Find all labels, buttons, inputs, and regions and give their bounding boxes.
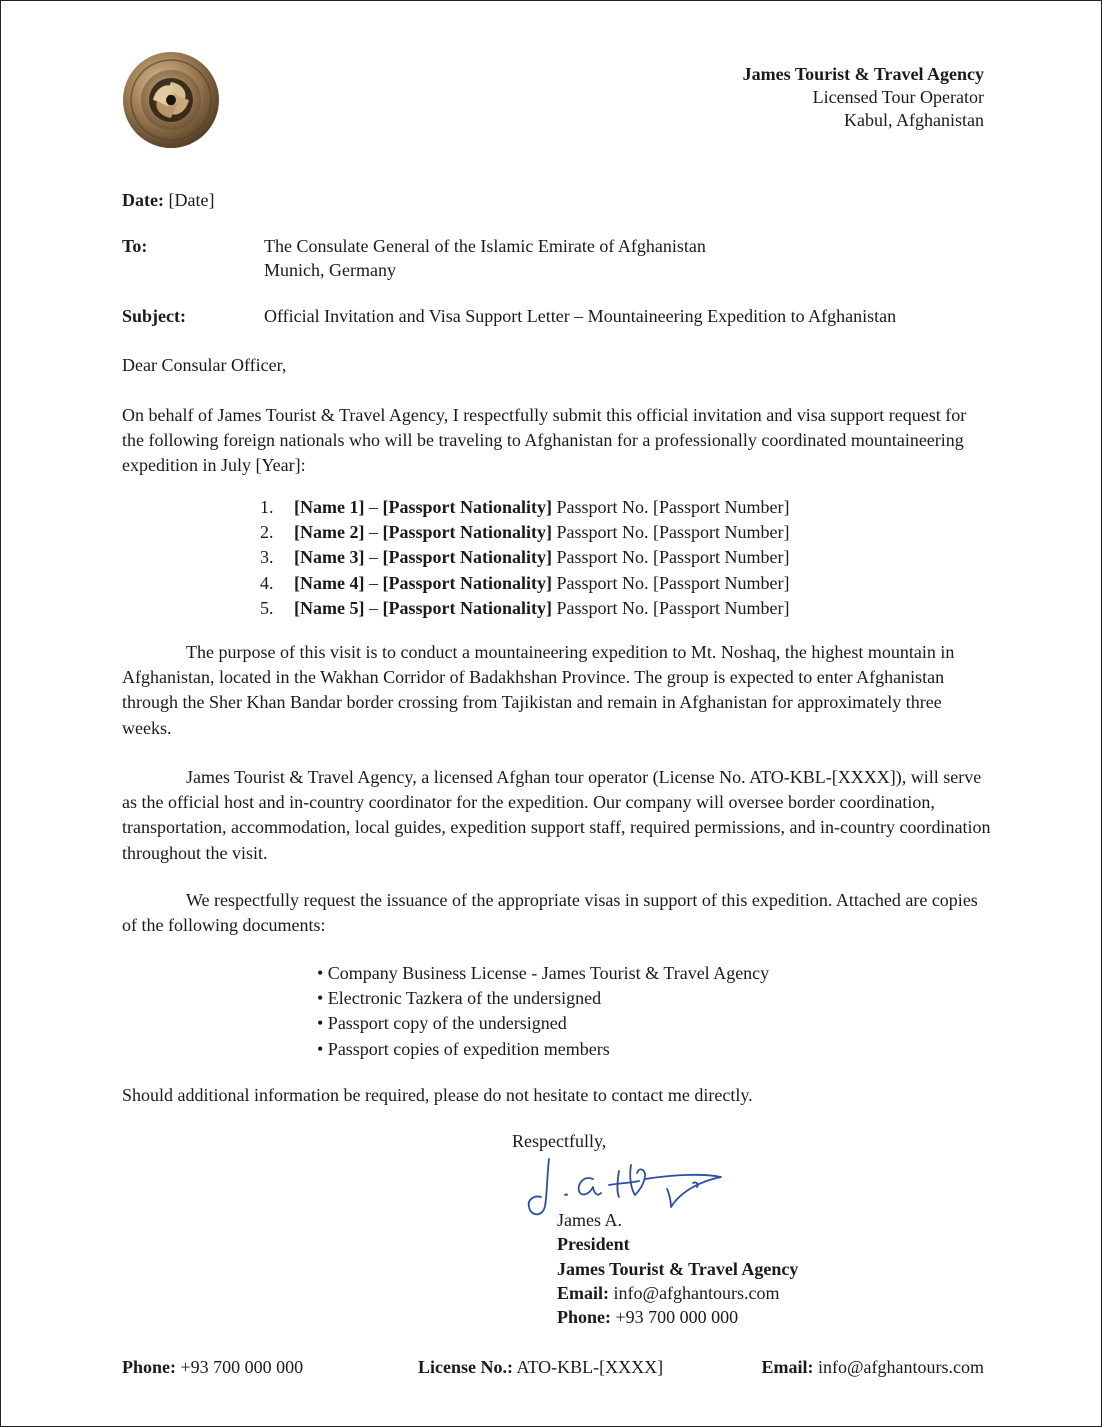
signer-company: James Tourist & Travel Agency <box>557 1258 799 1279</box>
letterhead-company: James Tourist & Travel Agency <box>742 64 984 84</box>
footer-phone: Phone: +93 700 000 000 <box>122 1357 304 1377</box>
recipient-line1: The Consulate General of the Islamic Emirate of Afghanistan <box>264 236 706 256</box>
recipient-line2: Munich, Germany <box>264 260 396 280</box>
signature-block <box>557 1208 798 1329</box>
signer-email: Email: info@afghantours.com <box>557 1282 780 1303</box>
expedition-members-list <box>256 495 789 621</box>
intro-paragraph: On behalf of James Tourist & Travel Agency, I respectfully submit this official invitation and visa support request for the following foreign nationals who will be traveling to Afghanistan for a professionally coordinated mountaineering expedition in July [Year]: <box>122 405 967 476</box>
salutation: Dear Consular Officer, <box>122 355 287 375</box>
signer-title: President <box>557 1234 630 1255</box>
member-item: 3. [Name 3] – [Passport Nationality] Passport No. [Passport Number] <box>260 547 790 568</box>
date-label: Date: <box>122 190 164 210</box>
attachment-item: • Electronic Tazkera of the undersigned <box>317 988 602 1009</box>
date-value: [Date] <box>168 190 215 210</box>
member-item: 4. [Name 4] – [Passport Nationality] Passport No. [Passport Number] <box>260 572 790 593</box>
closing-note: Should additional information be required, please do not hesitate to contact me directly. <box>122 1085 753 1105</box>
member-item: 1. [Name 1] – [Passport Nationality] Passport No. [Passport Number] <box>260 497 790 517</box>
footer-email-link[interactable]: info@afghantours.com <box>813 1357 984 1377</box>
letterhead-line2: Licensed Tour Operator <box>812 87 984 107</box>
request-paragraph: We respectfully request the issuance of the appropriate visas in support of this expedition. Attached are copies of the following documents: <box>122 890 978 936</box>
attachments-list <box>317 961 769 1062</box>
purpose-paragraph: The purpose of this visit is to conduct a mountaineering expedition to Mt. Noshaq, the highest mountain in Afghanistan, located in the Wakhan Corridor of Badakhshan Province. The group is expected to enter Afghanistan through the Sher Khan Bandar border crossing from Tajikistan and remain in Afghanistan for approximately three weeks. <box>122 642 955 738</box>
letterhead <box>743 63 984 132</box>
signer-name: James A. <box>557 1210 622 1230</box>
attachment-item: • Company Business License - James Tourist & Travel Agency <box>317 963 770 983</box>
letterhead-line3: Kabul, Afghanistan <box>844 110 984 130</box>
subject-label: Subject: <box>122 306 186 326</box>
footer-email: Email: info@afghantours.com <box>761 1357 984 1377</box>
signer-email-link[interactable]: info@afghantours.com <box>609 1282 780 1303</box>
member-item: 2. [Name 2] – [Passport Nationality] Passport No. [Passport Number] <box>260 522 790 543</box>
host-paragraph: James Tourist & Travel Agency, a licensed Afghan tour operator (License No. ATO-KBL-[XXXX]), will serve as the official host and in-country coordinator for the expedition. Our company will oversee border coordination, transportation, accommodation, local guides, expedition support staff, required permissions, and in-country coordination throughout the visit. <box>122 767 991 863</box>
to-label: To: <box>122 236 148 256</box>
footer-license: License No.: ATO-KBL-[XXXX] <box>418 1357 664 1377</box>
signer-phone: Phone: +93 700 000 000 <box>557 1307 739 1328</box>
closing-word: Respectfully, <box>512 1131 607 1151</box>
company-seal-icon <box>122 51 220 149</box>
attachment-item: • Passport copies of expedition members <box>317 1038 610 1059</box>
date-line <box>122 188 214 213</box>
attachment-item: • Passport copy of the undersigned <box>317 1013 567 1034</box>
subject-value: Official Invitation and Visa Support Letter – Mountaineering Expedition to Afghanistan <box>264 306 897 326</box>
member-item: 5. [Name 5] – [Passport Nationality] Passport No. [Passport Number] <box>260 597 790 618</box>
